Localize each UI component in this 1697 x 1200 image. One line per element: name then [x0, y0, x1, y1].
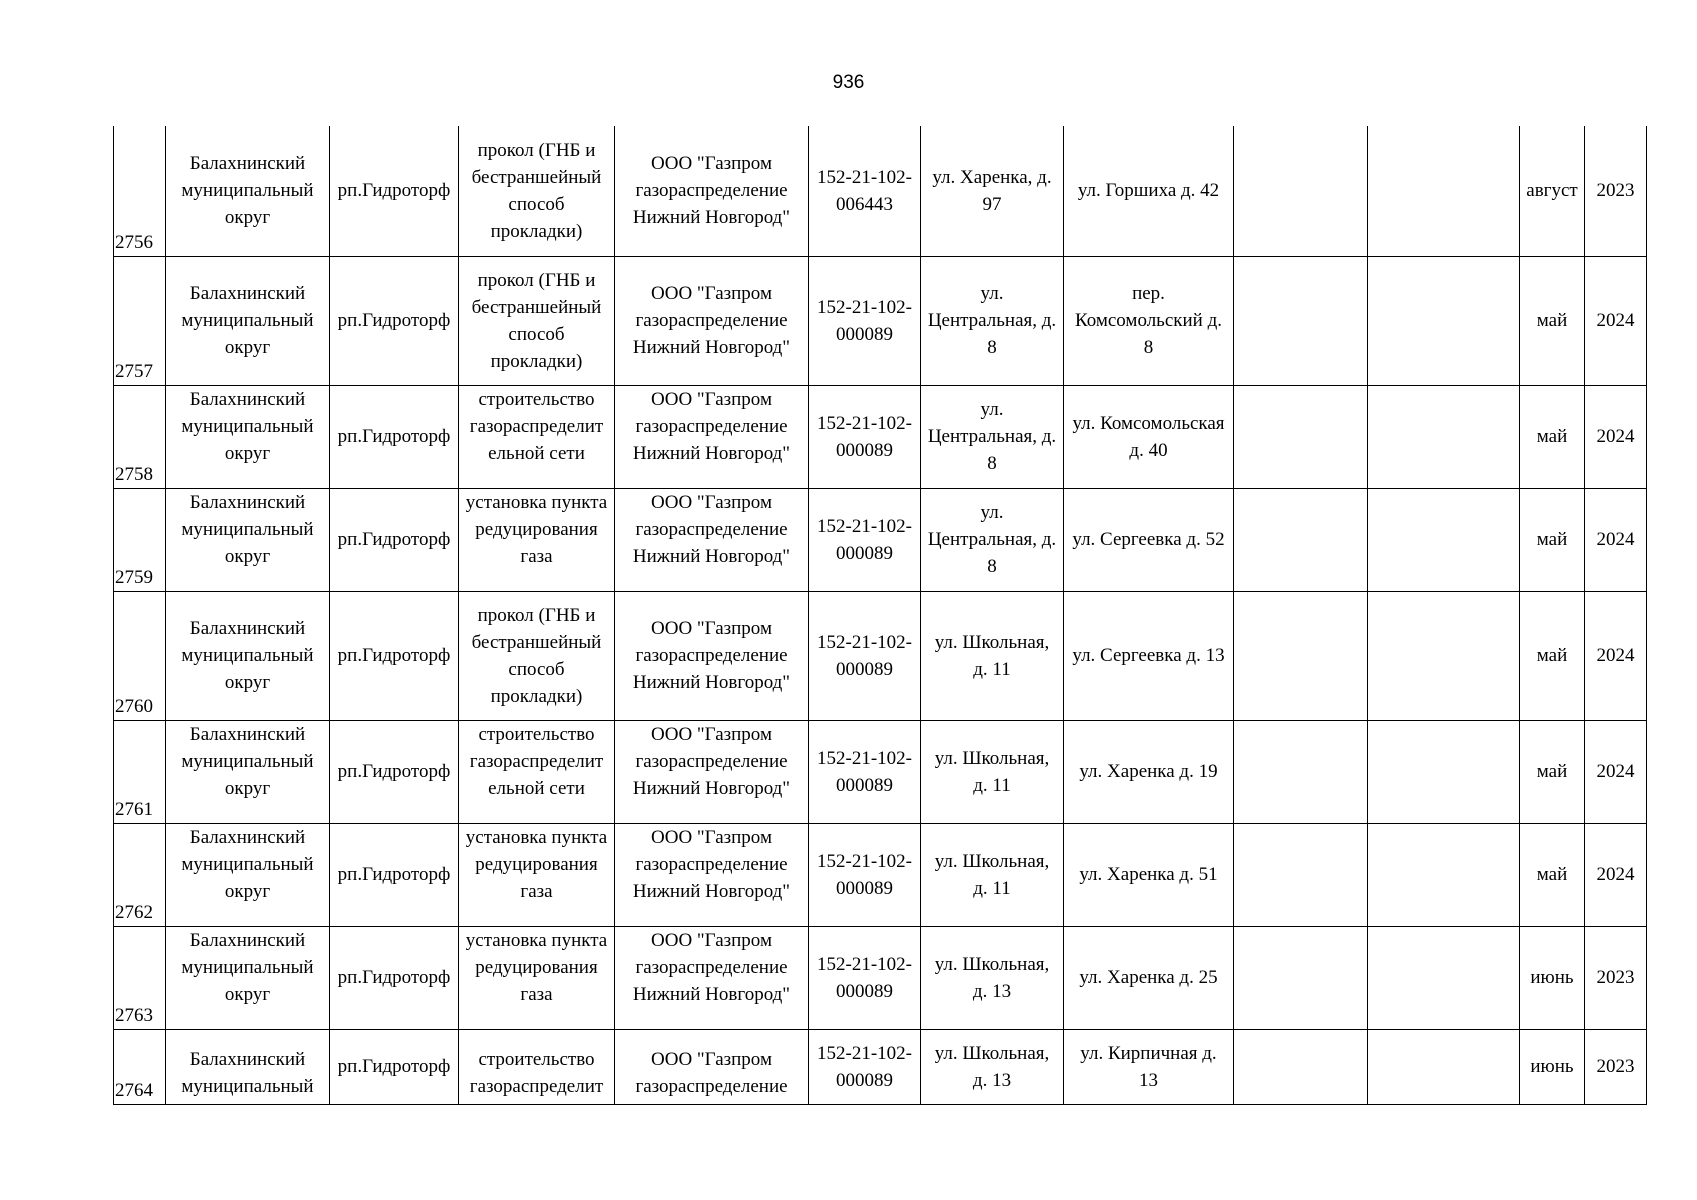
- settlement-cell: рп.Гидроторф: [330, 823, 459, 926]
- organization-cell: ООО "Газпром газораспределение Нижний Новгород": [615, 926, 809, 1029]
- settlement-cell: рп.Гидроторф: [330, 126, 459, 256]
- empty-cell: [1234, 256, 1368, 385]
- month-cell: май: [1520, 720, 1585, 823]
- district-cell: Балахнинский муниципальный округ: [166, 385, 330, 488]
- code-cell: 152-21-102- 000089: [809, 591, 921, 720]
- year-cell: 2024: [1585, 488, 1647, 591]
- month-cell: август: [1520, 126, 1585, 256]
- month-cell: июнь: [1520, 1029, 1585, 1104]
- month-cell: июнь: [1520, 926, 1585, 1029]
- code-cell: 152-21-102- 000089: [809, 926, 921, 1029]
- year-cell: 2024: [1585, 385, 1647, 488]
- settlement-cell: рп.Гидроторф: [330, 488, 459, 591]
- settlement-cell: рп.Гидроторф: [330, 720, 459, 823]
- settlement-cell: рп.Гидроторф: [330, 591, 459, 720]
- to-address-cell: ул. Харенка д. 51: [1064, 823, 1234, 926]
- gas-works-table: [113, 126, 1647, 1105]
- row-number: 2758: [114, 385, 166, 488]
- organization-cell: ООО "Газпром газораспределение Нижний Новгород": [615, 385, 809, 488]
- table-row: [114, 591, 1647, 720]
- to-address-cell: ул. Комсомольская д. 40: [1064, 385, 1234, 488]
- from-address-cell: ул. Школьная, д. 11: [921, 591, 1064, 720]
- organization-cell: ООО "Газпром газораспределение Нижний Новгород": [615, 488, 809, 591]
- to-address-cell: ул. Сергеевка д. 52: [1064, 488, 1234, 591]
- table-row: [114, 720, 1647, 823]
- empty-cell: [1234, 126, 1368, 256]
- empty-cell: [1234, 591, 1368, 720]
- empty-cell: [1368, 256, 1520, 385]
- district-cell: Балахнинский муниципальный округ: [166, 488, 330, 591]
- work-type-cell: строительство газораспределит ельной сети: [459, 720, 615, 823]
- from-address-cell: ул. Школьная, д. 11: [921, 823, 1064, 926]
- from-address-cell: ул. Центральная, д. 8: [921, 385, 1064, 488]
- year-cell: 2023: [1585, 126, 1647, 256]
- empty-cell: [1368, 720, 1520, 823]
- row-number: 2762: [114, 823, 166, 926]
- row-number: 2757: [114, 256, 166, 385]
- empty-cell: [1234, 720, 1368, 823]
- row-number: 2759: [114, 488, 166, 591]
- work-type-cell: прокол (ГНБ и бестраншейный способ прокладки): [459, 126, 615, 256]
- code-cell: 152-21-102- 000089: [809, 720, 921, 823]
- work-type-cell: установка пункта редуцирования газа: [459, 823, 615, 926]
- district-cell: Балахнинский муниципальный: [166, 1029, 330, 1104]
- row-number: 2760: [114, 591, 166, 720]
- settlement-cell: рп.Гидроторф: [330, 385, 459, 488]
- organization-cell: ООО "Газпром газораспределение Нижний Новгород": [615, 720, 809, 823]
- empty-cell: [1234, 926, 1368, 1029]
- settlement-cell: рп.Гидроторф: [330, 1029, 459, 1104]
- district-cell: Балахнинский муниципальный округ: [166, 591, 330, 720]
- empty-cell: [1368, 385, 1520, 488]
- empty-cell: [1234, 1029, 1368, 1104]
- table-row: [114, 823, 1647, 926]
- from-address-cell: ул. Школьная, д. 11: [921, 720, 1064, 823]
- to-address-cell: ул. Харенка д. 19: [1064, 720, 1234, 823]
- work-type-cell: прокол (ГНБ и бестраншейный способ прокладки): [459, 591, 615, 720]
- empty-cell: [1234, 385, 1368, 488]
- code-cell: 152-21-102- 000089: [809, 823, 921, 926]
- year-cell: 2024: [1585, 720, 1647, 823]
- row-number: 2764: [114, 1029, 166, 1104]
- empty-cell: [1368, 591, 1520, 720]
- month-cell: май: [1520, 256, 1585, 385]
- work-type-cell: установка пункта редуцирования газа: [459, 488, 615, 591]
- row-number: 2761: [114, 720, 166, 823]
- district-cell: Балахнинский муниципальный округ: [166, 126, 330, 256]
- organization-cell: ООО "Газпром газораспределение Нижний Новгород": [615, 256, 809, 385]
- month-cell: май: [1520, 823, 1585, 926]
- to-address-cell: ул. Сергеевка д. 13: [1064, 591, 1234, 720]
- page-number: 936: [832, 72, 865, 93]
- row-number: 2756: [114, 126, 166, 256]
- table-row: [114, 126, 1647, 256]
- month-cell: май: [1520, 591, 1585, 720]
- to-address-cell: ул. Кирпичная д. 13: [1064, 1029, 1234, 1104]
- table-row: [114, 488, 1647, 591]
- work-type-cell: установка пункта редуцирования газа: [459, 926, 615, 1029]
- organization-cell: ООО "Газпром газораспределение Нижний Новгород": [615, 823, 809, 926]
- empty-cell: [1234, 488, 1368, 591]
- to-address-cell: ул. Харенка д. 25: [1064, 926, 1234, 1029]
- row-number: 2763: [114, 926, 166, 1029]
- month-cell: май: [1520, 488, 1585, 591]
- to-address-cell: пер. Комсомольский д. 8: [1064, 256, 1234, 385]
- from-address-cell: ул. Центральная, д. 8: [921, 488, 1064, 591]
- from-address-cell: ул. Харенка, д. 97: [921, 126, 1064, 256]
- organization-cell: ООО "Газпром газораспределение Нижний Новгород": [615, 126, 809, 256]
- from-address-cell: ул. Центральная, д. 8: [921, 256, 1064, 385]
- code-cell: 152-21-102- 000089: [809, 385, 921, 488]
- organization-cell: ООО "Газпром газораспределение Нижний Новгород": [615, 591, 809, 720]
- work-type-cell: прокол (ГНБ и бестраншейный способ прокладки): [459, 256, 615, 385]
- code-cell: 152-21-102- 000089: [809, 488, 921, 591]
- district-cell: Балахнинский муниципальный округ: [166, 256, 330, 385]
- table-row: [114, 256, 1647, 385]
- district-cell: Балахнинский муниципальный округ: [166, 926, 330, 1029]
- table-row: [114, 385, 1647, 488]
- from-address-cell: ул. Школьная, д. 13: [921, 926, 1064, 1029]
- to-address-cell: ул. Горшиха д. 42: [1064, 126, 1234, 256]
- settlement-cell: рп.Гидроторф: [330, 256, 459, 385]
- code-cell: 152-21-102- 000089: [809, 1029, 921, 1104]
- empty-cell: [1368, 926, 1520, 1029]
- district-cell: Балахнинский муниципальный округ: [166, 823, 330, 926]
- empty-cell: [1368, 823, 1520, 926]
- work-type-cell: строительство газораспределит: [459, 1029, 615, 1104]
- empty-cell: [1368, 1029, 1520, 1104]
- settlement-cell: рп.Гидроторф: [330, 926, 459, 1029]
- empty-cell: [1368, 126, 1520, 256]
- year-cell: 2023: [1585, 926, 1647, 1029]
- empty-cell: [1368, 488, 1520, 591]
- year-cell: 2024: [1585, 823, 1647, 926]
- district-cell: Балахнинский муниципальный округ: [166, 720, 330, 823]
- month-cell: май: [1520, 385, 1585, 488]
- year-cell: 2023: [1585, 1029, 1647, 1104]
- code-cell: 152-21-102- 000089: [809, 256, 921, 385]
- work-type-cell: строительство газораспределит ельной сети: [459, 385, 615, 488]
- organization-cell: ООО "Газпром газораспределение: [615, 1029, 809, 1104]
- year-cell: 2024: [1585, 591, 1647, 720]
- table-row: [114, 926, 1647, 1029]
- year-cell: 2024: [1585, 256, 1647, 385]
- from-address-cell: ул. Школьная, д. 13: [921, 1029, 1064, 1104]
- empty-cell: [1234, 823, 1368, 926]
- table-row: [114, 1029, 1647, 1104]
- code-cell: 152-21-102- 006443: [809, 126, 921, 256]
